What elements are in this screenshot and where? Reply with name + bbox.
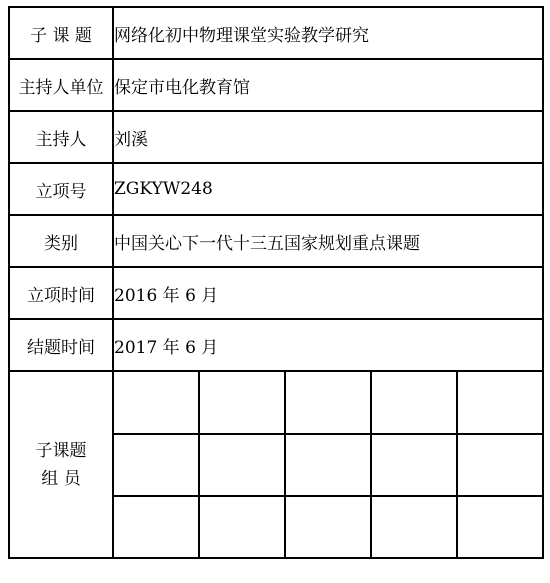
value-category: 中国关心下一代十三五国家规划重点课题 [113, 215, 543, 267]
member-cell [285, 371, 371, 434]
members-label-line1: 子课题 [35, 440, 87, 461]
row-end-date [9, 319, 543, 371]
member-cell [371, 434, 457, 496]
member-cell [199, 434, 285, 496]
row-category [9, 215, 543, 267]
value-host: 刘溪 [113, 111, 543, 163]
member-cell [113, 371, 199, 434]
member-cell [457, 434, 543, 496]
label-members [9, 371, 113, 558]
value-host-unit: 保定市电化教育馆 [113, 59, 543, 111]
label-project-number: 立项号 [9, 163, 113, 215]
value-project-number: ZGKYW248 [113, 163, 543, 215]
member-cell [285, 496, 371, 558]
member-cell [371, 371, 457, 434]
label-end-date: 结题时间 [9, 319, 113, 371]
project-info-table [8, 6, 544, 559]
member-cell [285, 434, 371, 496]
row-project-number [9, 163, 543, 215]
label-start-date: 立项时间 [9, 267, 113, 319]
label-host-unit: 主持人单位 [9, 59, 113, 111]
value-subproject: 网络化初中物理课堂实验教学研究 [113, 7, 543, 59]
label-category: 类别 [9, 215, 113, 267]
row-host-unit [9, 59, 543, 111]
members-label-line2: 组 员 [41, 468, 81, 489]
value-end-date: 2017 年 6 月 [113, 319, 543, 371]
row-host [9, 111, 543, 163]
member-cell [113, 434, 199, 496]
row-subproject [9, 7, 543, 59]
row-start-date [9, 267, 543, 319]
member-cell [371, 496, 457, 558]
member-cell [457, 496, 543, 558]
member-cell [199, 496, 285, 558]
label-subproject: 子 课 题 [9, 7, 113, 59]
members-row [9, 371, 543, 434]
label-host: 主持人 [9, 111, 113, 163]
member-cell [199, 371, 285, 434]
value-start-date: 2016 年 6 月 [113, 267, 543, 319]
member-cell [113, 496, 199, 558]
member-cell [457, 371, 543, 434]
